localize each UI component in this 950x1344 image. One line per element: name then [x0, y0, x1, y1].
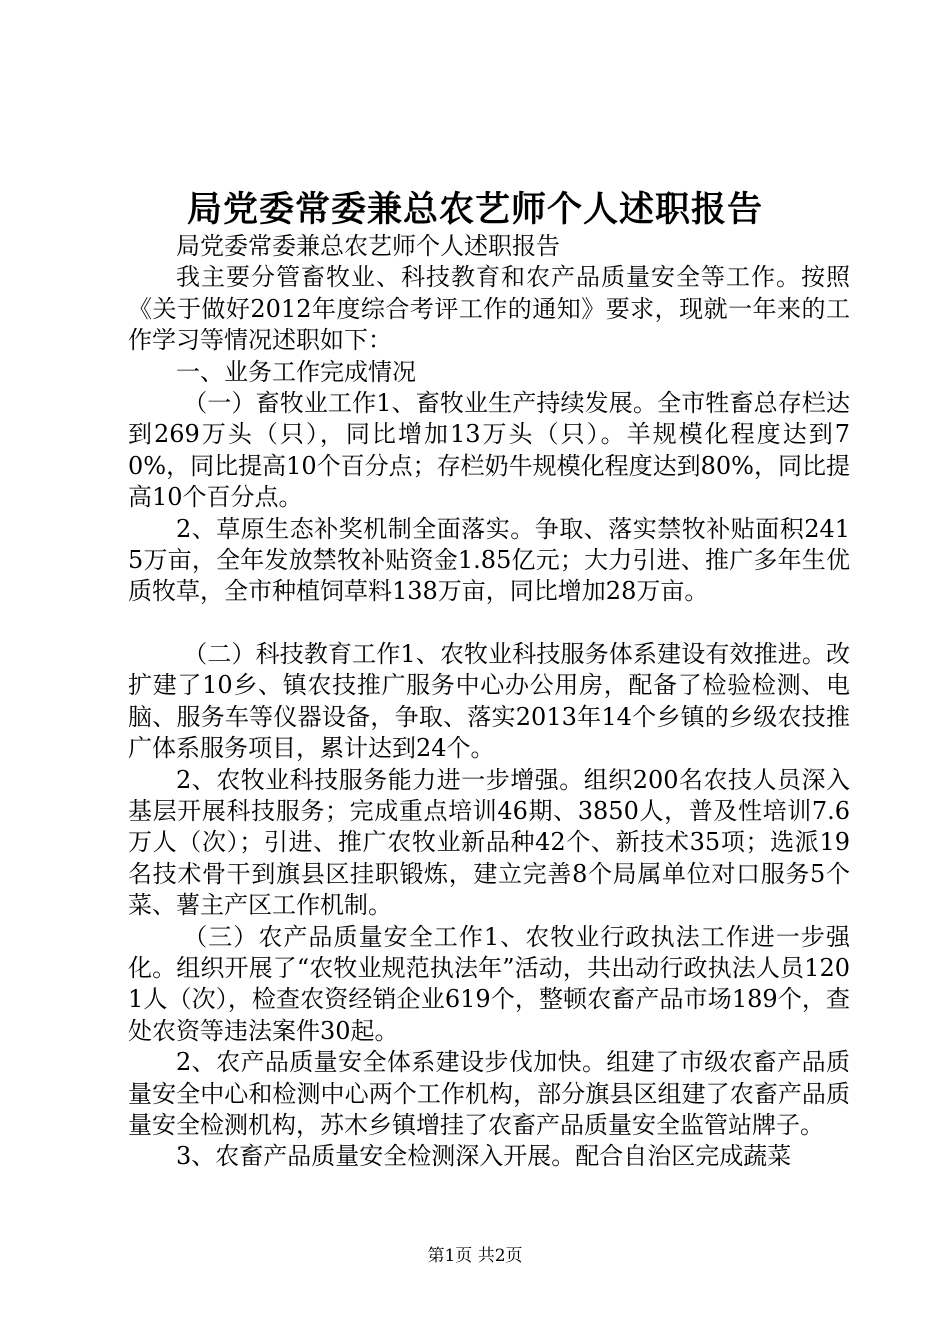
document-body — [128, 231, 850, 1173]
paragraph-quality-testing: 3、农畜产品质量安全检测深入开展。配合自治区完成蔬菜 — [176, 1142, 792, 1171]
paragraph-science-education: （二）科技教育工作1、农牧业科技服务体系建设有效推进。改扩建了10乡、镇农技推广服务中心办公用房，配备了检验检测、电脑、服务车等仪器设备，争取、落实2013年14个乡镇的乡级农技推广体系服务项目，累计达到24个。 — [128, 639, 850, 763]
document-title: 局党委常委兼总农艺师个人述职报告 — [186, 189, 763, 230]
paragraph-quality-system: 2、农产品质量安全体系建设步伐加快。组建了市级农畜产品质量安全中心和检测中心两个工作机构，部分旗县区组建了农畜产品质量安全检测机构，苏木乡镇增挂了农畜产品质量安全监管站牌子。 — [128, 1048, 850, 1139]
paragraph-tech-service: 2、农牧业科技服务能力进一步增强。组织200名农技人员深入基层开展科技服务；完成重点培训46期、3850人，普及性培训7.6万人（次）；引进、推广农牧业新品种42个、新技术35项；选派19名技术骨干到旗县区挂职锻炼，建立完善8个局属单位对口服务5个菜、薯主产区工作机制。 — [128, 765, 850, 920]
section-heading-business: 一、业务工作完成情况 — [176, 357, 416, 386]
page-footer: 第1页 共2页 — [427, 1246, 523, 1266]
paragraph-quality-safety: （三）农产品质量安全工作1、农牧业行政执法工作进一步强化。组织开展了“农牧业规范执法年”活动，共出动行政执法人员1201人（次），检查农资经销企业619个，整顿农畜产品市场189个，查处农资等违法案件30起。 — [128, 922, 850, 1045]
paragraph-animal-husbandry: （一）畜牧业工作1、畜牧业生产持续发展。全市牲畜总存栏达到269万头（只），同比增加13万头（只）。羊规模化程度达到70%，同比提高10个百分点；存栏奶牛规模化程度达到80%，同比提高10个百分点。 — [128, 389, 850, 512]
paragraph-subtitle: 局党委常委兼总农艺师个人述职报告 — [176, 232, 560, 260]
paragraph-grassland-subsidy: 2、草原生态补奖机制全面落实。争取、落实禁牧补贴面积2415万亩，全年发放禁牧补贴资金1.85亿元；大力引进、推广多年生优质牧草，全市种植饲草料138万亩，同比增加28万亩。 — [128, 514, 850, 606]
paragraph-intro: 我主要分管畜牧业、科技教育和农产品质量安全等工作。按照《关于做好2012年度综合考评工作的通知》要求，现就一年来的工作学习等情况述职如下： — [128, 263, 850, 355]
